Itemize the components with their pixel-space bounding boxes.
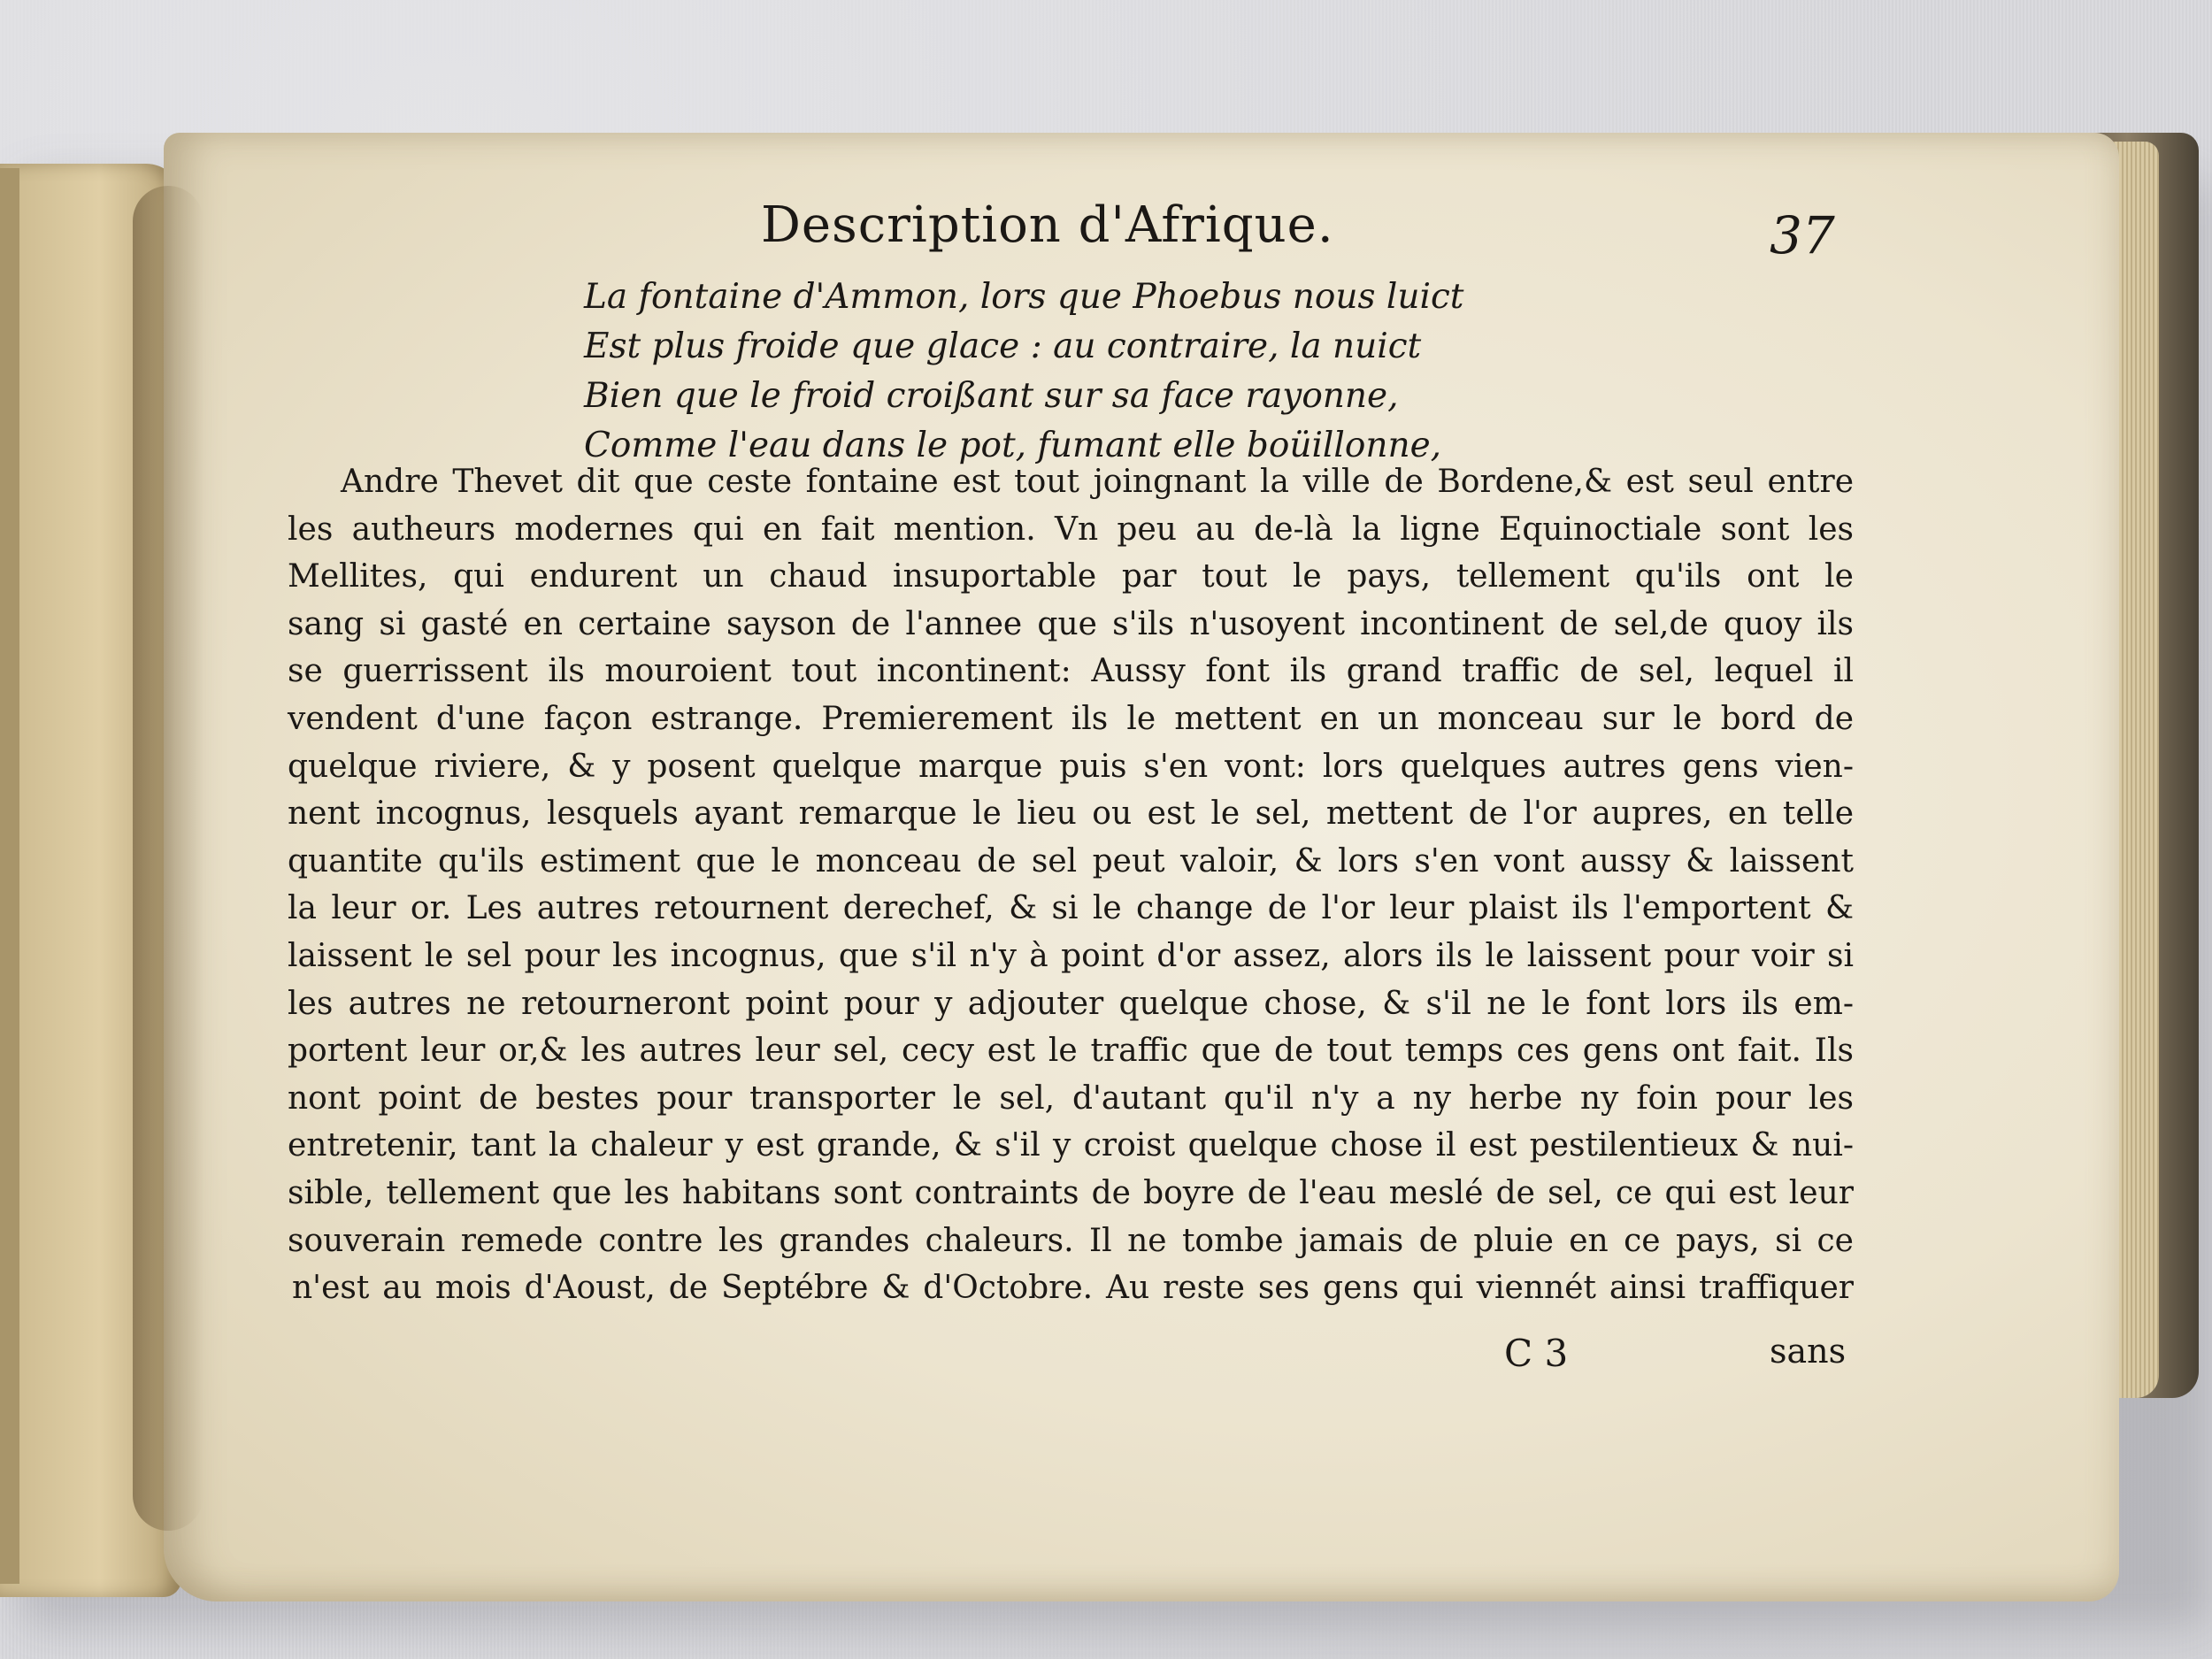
- body-line: souverain remede contre les grandes chaleurs. Il ne tombe jamais de pluie en ce pays, si ce: [288, 1222, 1854, 1259]
- running-title: Description d'Afrique.: [761, 196, 1334, 254]
- body-line: se guerrissent ils mouroient tout incontinent: Aussy font ils grand traffic de sel, lequel il: [288, 653, 1854, 690]
- book-gutter: [133, 186, 204, 1531]
- body-line: sible, tellement que les habitans sont contraints de boyre de l'eau meslé de sel, ce qui est leur: [288, 1174, 1854, 1211]
- body-line: les autheurs modernes qui en fait mention. Vn peu au de-là la ligne Equinoctiale sont les: [288, 511, 1854, 548]
- verse-line: Bien que le froid croißant sur sa face rayonne,: [584, 376, 1399, 416]
- left-page-edge: [0, 168, 19, 1584]
- page-number: 37: [1770, 205, 1835, 265]
- body-text: [288, 458, 1854, 1312]
- body-line: Andre Thevet dit que ceste fontaine est tout joingnant la ville de Bordene,& est seul entre: [341, 464, 1854, 500]
- body-line: Mellites, qui endurent un chaud insuportable par tout le pays, tellement qu'ils ont le: [288, 558, 1854, 595]
- body-line: quelque riviere, & y posent quelque marque puis s'en vont: lors quelques autres gens vien-: [288, 748, 1854, 785]
- verse-block: [584, 273, 1557, 471]
- body-line: sang si gasté en certaine sayson de l'annee que s'ils n'usoyent incontinent de sel,de quoy ils: [288, 605, 1854, 642]
- verse-line: Comme l'eau dans le pot, fumant elle boüillonne,: [584, 426, 1442, 465]
- verse-line: Est plus froide que glace : au contraire, la nuict: [584, 326, 1422, 366]
- body-line: portent leur or,& les autres leur sel, cecy est le traffic que de tout temps ces gens ont fait. Ils: [288, 1033, 1854, 1070]
- body-line: nent incognus, lesquels ayant remarque le lieu ou est le sel, mettent de l'or aupres, en telle: [288, 795, 1854, 833]
- body-line: quantite qu'ils estiment que le monceau de sel peut valoir, & lors s'en vont aussy & laissent: [288, 842, 1854, 879]
- body-line: la leur or. Les autres retournent derechef, & si le change de l'or leur plaist ils l'emportent &: [288, 890, 1854, 927]
- catchword: sans: [1770, 1332, 1847, 1371]
- body-line: laissent le sel pour les incognus, que s'il n'y à point d'or assez, alors ils le laissent pour voir si: [288, 937, 1854, 974]
- body-line: n'est au mois d'Aoust, de Septébre & d'Octobre. Au reste ses gens qui viennét ainsi traffiquer: [292, 1270, 1854, 1307]
- signature-mark: C 3: [1504, 1332, 1569, 1375]
- body-line: nont point de bestes pour transporter le sel, d'autant qu'il n'y a ny herbe ny foin pour les: [288, 1079, 1854, 1117]
- body-line: les autres ne retourneront point pour y adjouter quelque chose, & s'il ne le font lors ils em-: [288, 985, 1854, 1022]
- body-line: entretenir, tant la chaleur y est grande, & s'il y croist quelque chose il est pestilentieux & nui-: [288, 1127, 1854, 1164]
- verse-line: La fontaine d'Ammon, lors que Phoebus nous luict: [584, 277, 1464, 317]
- body-line: vendent d'une façon estrange. Premierement ils le mettent en un monceau sur le bord de: [288, 700, 1854, 737]
